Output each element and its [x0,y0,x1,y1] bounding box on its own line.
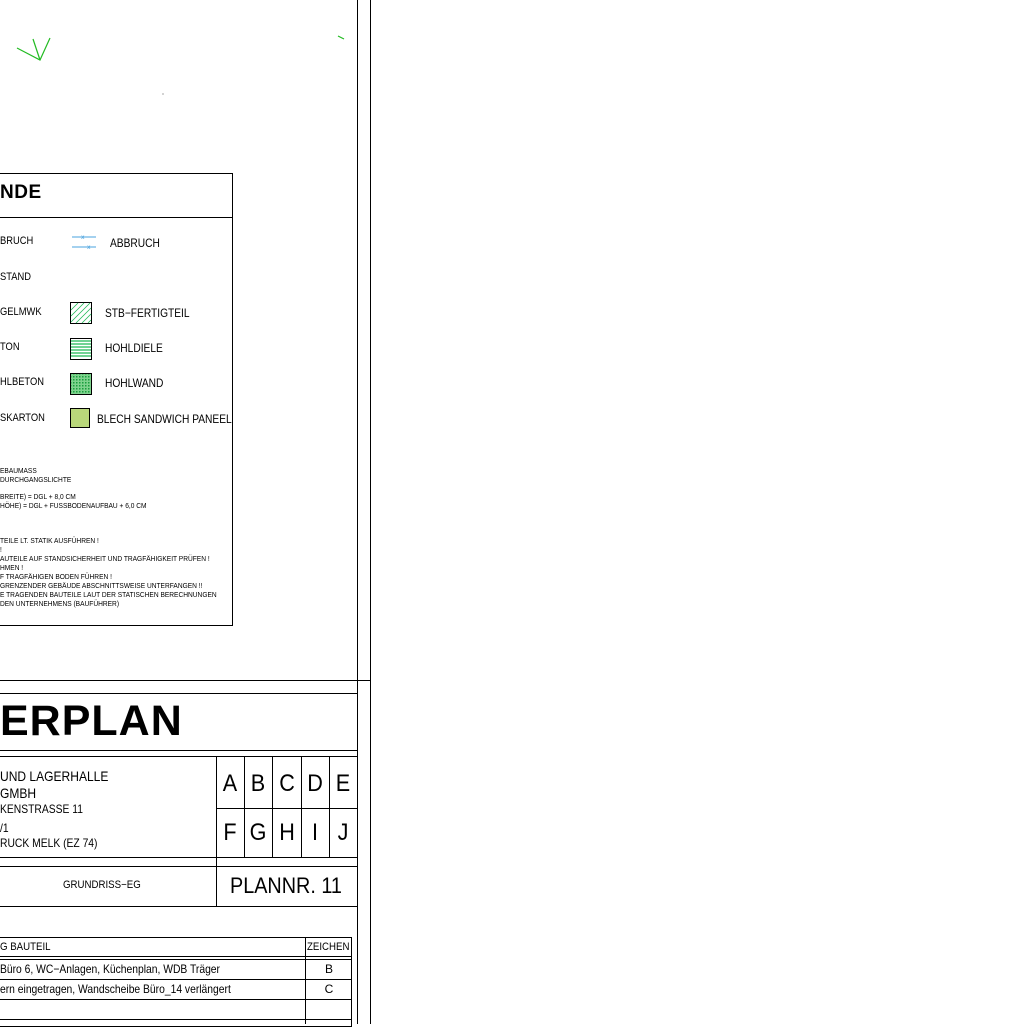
titleblock-line [216,808,357,809]
revision-row-text: Büro 6, WC−Anlagen, Küchenplan, WDB Träger [0,962,220,976]
titleblock-line [0,750,357,751]
revision-letter: B [250,770,266,797]
table-line [0,999,352,1000]
revision-row-text: ern eingetragen, Wandscheibe Büro_14 verlängert [0,982,231,996]
project-cadastre: RUCK MELK (EZ 74) [0,836,98,850]
note-line: E TRAGENDEN BAUTEILE LAUT DER STATISCHEN BERECHNUNGEN [0,590,217,599]
note-line: HÖHE) = DGL + FUSSBODENAUFBAU + 6,0 CM [0,501,147,510]
revision-header-sign: ZEICHEN [307,941,350,953]
revision-letter: D [307,770,323,797]
note-line: BREITE) = DGL + 8,0 CM [0,492,76,501]
note-line: DURCHGANGSLICHTE [0,475,72,484]
frame-line [357,0,358,1024]
note-line: HMEN ! [0,563,24,572]
revision-letter: I [311,819,318,846]
legend-item: STB−FERTIGTEIL [105,306,190,320]
revision-letter: J [337,819,349,846]
diagonal-hatch-swatch [70,302,92,324]
frame-line [370,0,371,1024]
note-line: AUTEILE AUF STANDSICHERHEIT UND TRAGFÄHIGKEIT PRÜFEN ! [0,554,210,563]
plan-subtitle: GRUNDRISS−EG [63,879,141,891]
revision-letter: C [279,770,295,797]
legend-title: NDE [0,182,42,203]
project-parcel: /1 [0,821,9,835]
revision-letter: H [279,819,295,846]
svg-text:x: x [81,234,85,241]
legend-notes [0,466,71,484]
legend-item: STAND [0,271,31,283]
titleblock-line [0,680,371,681]
svg-text:x: x [87,244,91,251]
revision-letter: G [249,819,267,846]
revision-letter: A [222,770,238,797]
table-line [0,959,352,960]
legend-divider [0,217,232,218]
legend-item: BRUCH [0,235,34,247]
titleblock-line [0,906,357,907]
table-line [0,956,352,957]
legend-item: GELMWK [0,306,42,318]
legend-item: HOHLWAND [105,376,164,390]
demolition-line-icon [70,232,98,252]
titleblock-line [0,866,357,867]
note-line: GRENZENDER GEBÄUDE ABSCHNITTSWEISE UNTERFANGEN !! [0,581,203,590]
table-line [305,937,306,1024]
solid-fill-swatch [70,408,90,428]
revision-header-change: G BAUTEIL [0,941,51,953]
legend-item: HLBETON [0,376,45,388]
dotted-hatch-swatch [70,373,92,395]
titleblock-line [0,756,357,757]
titleblock-line [272,756,273,857]
note-line: DEN UNTERNEHMENS (BAUFÜHRER) [0,599,120,608]
revision-letter: E [335,770,351,797]
horizontal-hatch-swatch [70,338,92,360]
titleblock-line [0,693,357,694]
note-line: EBAUMASS [0,466,37,475]
drawing-marks [0,0,360,170]
titleblock-line [0,857,357,858]
plan-title: ERPLAN [0,697,183,745]
project-name: UND LAGERHALLE [0,768,109,784]
project-owner: GMBH [0,785,37,801]
revision-row-sign: C [324,982,334,996]
revision-letter: F [223,819,237,846]
legend-item: HOHLDIELE [105,341,163,355]
note-line: F TRAGFÄHIGEN BODEN FÜHREN ! [0,572,112,581]
legend-item: TON [0,341,20,353]
legend-notes [0,536,217,608]
note-line: TEILE LT. STATIK AUSFÜHREN ! [0,536,99,545]
project-address: KENSTRASSE 11 [0,802,83,816]
revision-row-sign: B [324,962,333,976]
table-line [0,1019,352,1020]
legend-notes [0,492,147,510]
note-line: ! [0,545,2,554]
legend-item: SKARTON [0,412,45,424]
legend-item: ABBRUCH [110,236,160,250]
legend-item: BLECH SANDWICH PANEEL [97,412,232,426]
table-line [0,979,352,980]
plan-number: PLANNR. 11 [230,873,342,898]
